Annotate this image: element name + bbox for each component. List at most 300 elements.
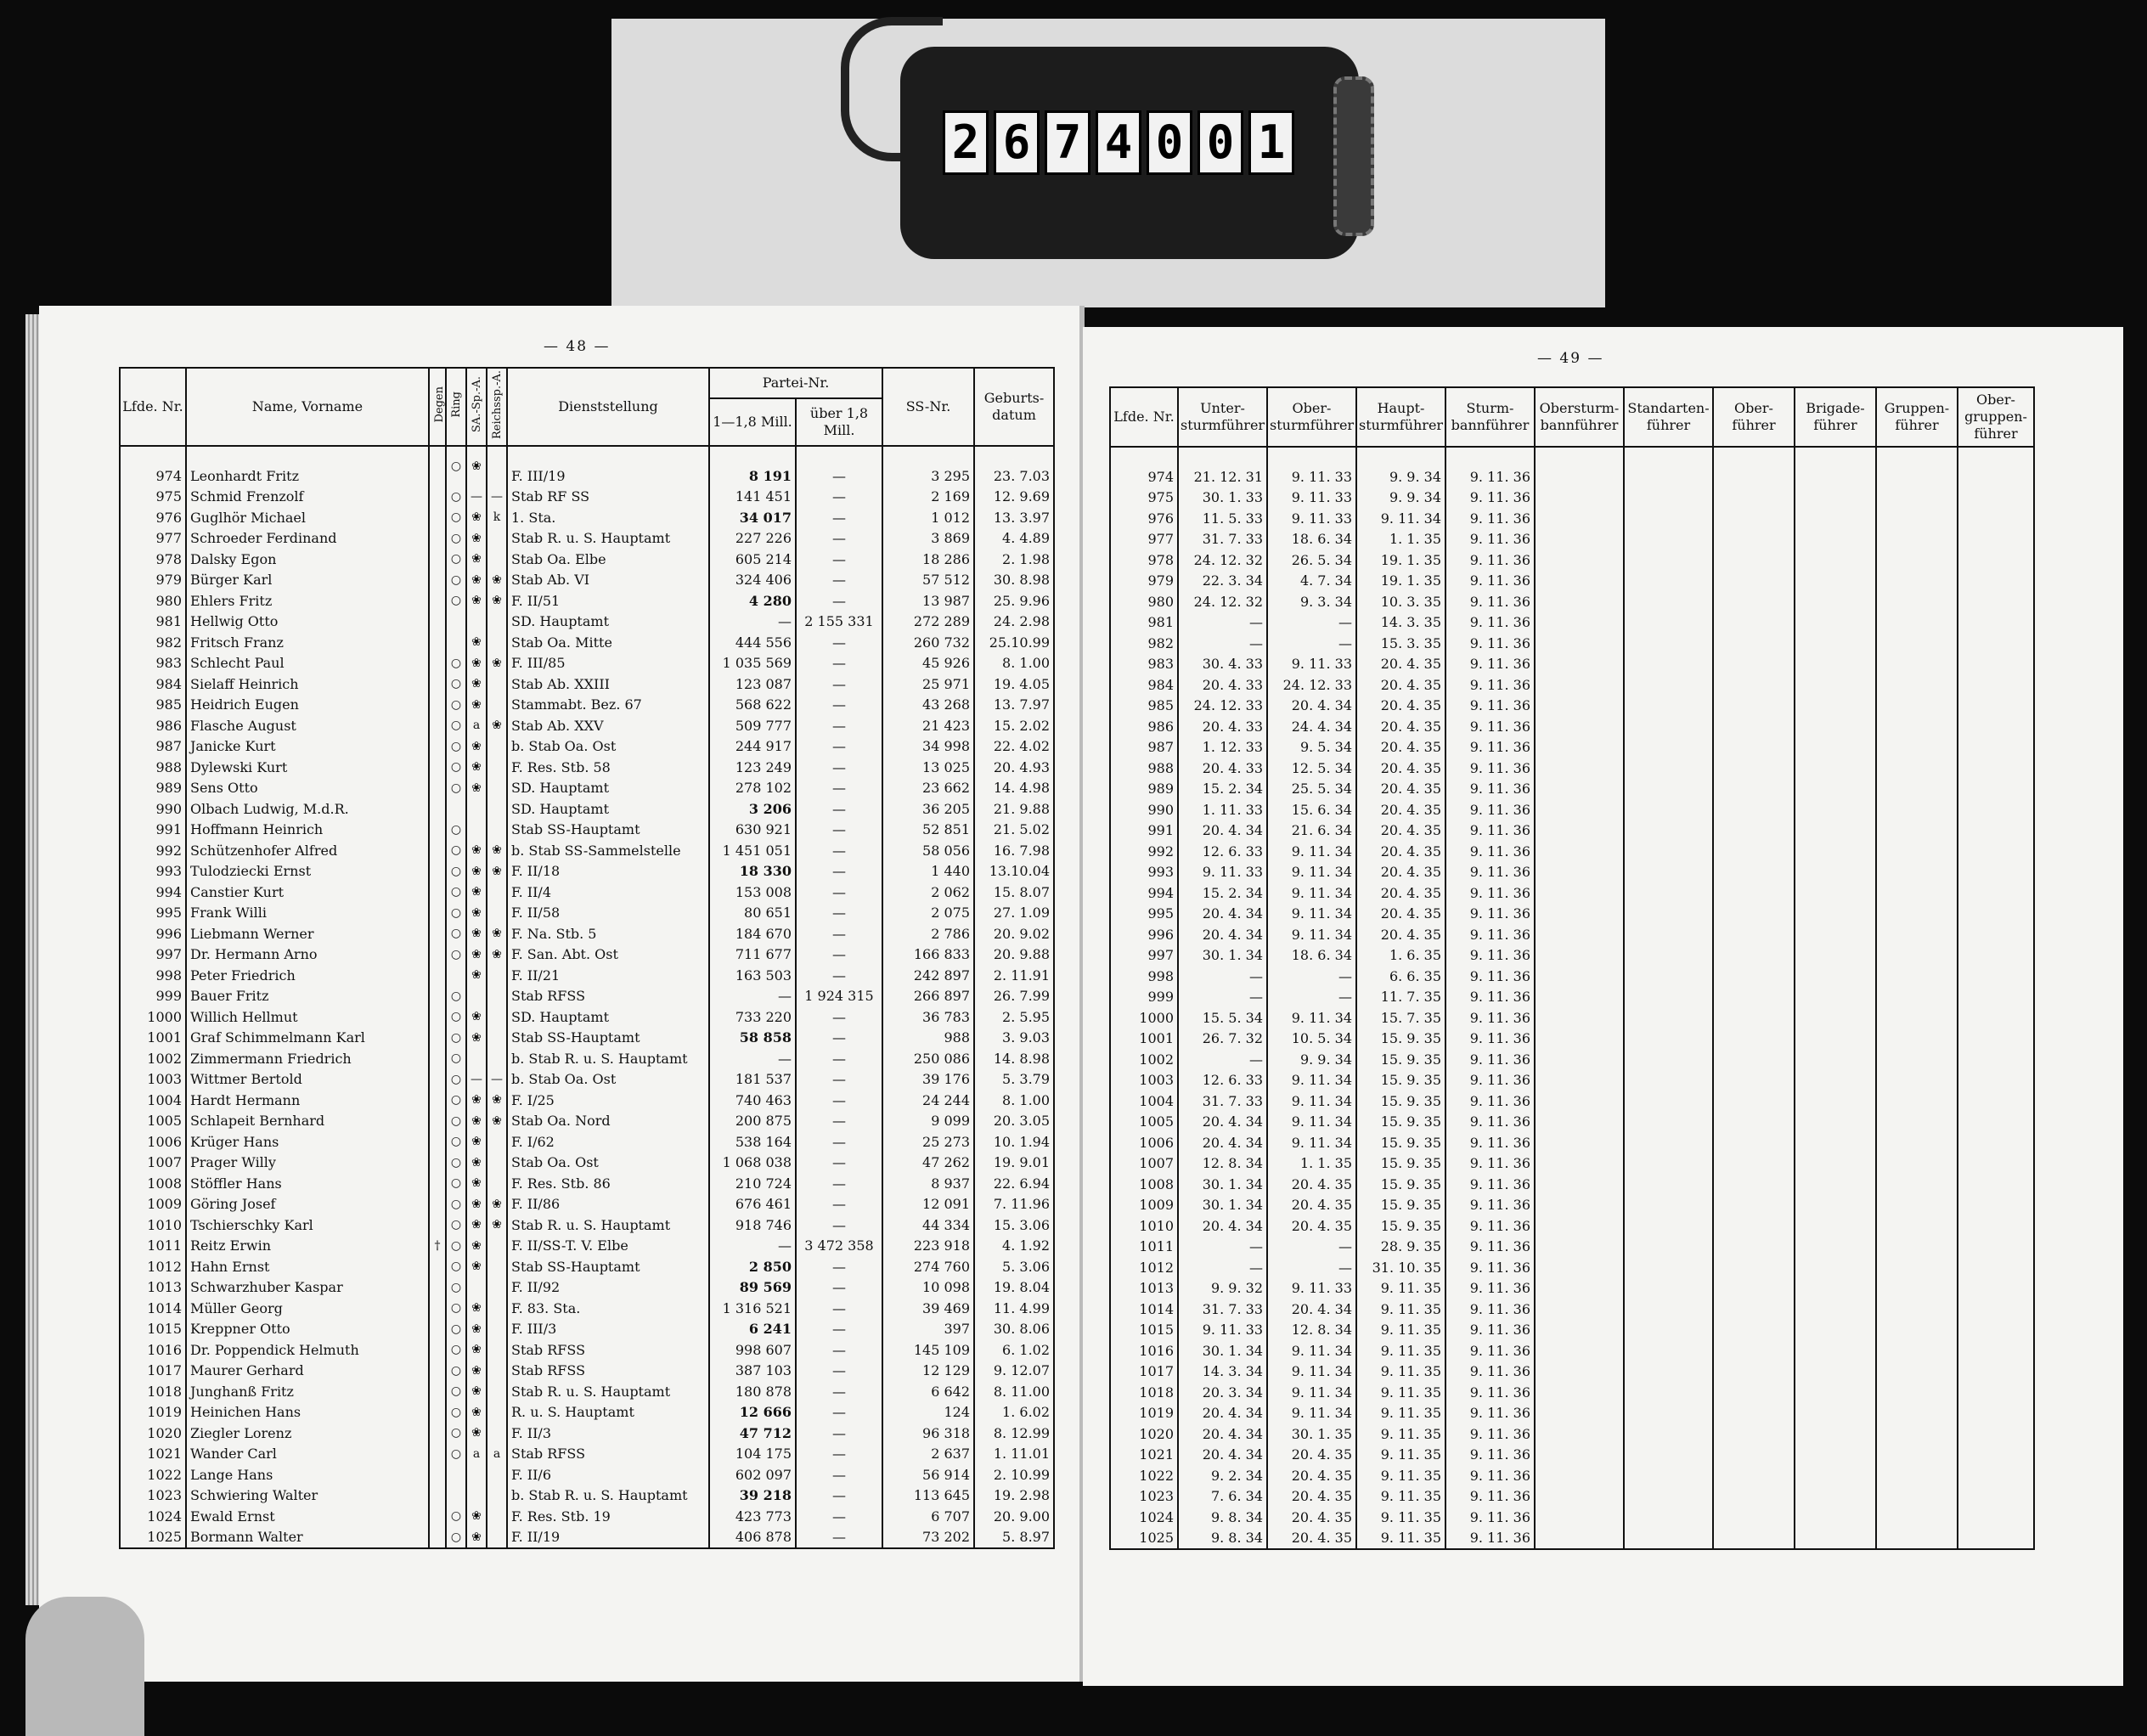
row-hauptsturmfuehrer: 15. 9. 35 — [1356, 1195, 1445, 1216]
row-untersturmfuehrer: 30. 1. 34 — [1178, 1174, 1267, 1195]
row-name: Flasche August — [186, 715, 429, 736]
table-row — [1110, 820, 2034, 842]
empty-rank-cell — [1535, 862, 1624, 883]
row-sturmbannfuehrer: 9. 11. 36 — [1445, 633, 1535, 654]
row-reichssp-a: ❀ — [487, 1194, 507, 1215]
row-ring — [446, 798, 466, 820]
header-reichssp-a: Reichssp.-A. — [487, 368, 507, 446]
row-dienststellung: SD. Hauptamt — [507, 798, 709, 820]
table-row — [1110, 1215, 2034, 1237]
row-sturmbannfuehrer: 9. 11. 36 — [1445, 716, 1535, 737]
empty-rank-cell — [1795, 758, 1876, 779]
empty-rank-cell — [1876, 758, 1958, 779]
empty-rank-cell — [1713, 1153, 1795, 1175]
row-number: 1018 — [1110, 1382, 1178, 1403]
row-partei-b: — — [796, 590, 882, 612]
empty-rank-cell — [1876, 1029, 1958, 1050]
table-row — [1110, 696, 2034, 717]
table-row — [120, 612, 1054, 633]
row-partei-a: — — [709, 1236, 796, 1257]
empty-rank-cell — [1876, 633, 1958, 654]
row-number: 982 — [1110, 633, 1178, 654]
empty-rank-cell — [1535, 716, 1624, 737]
row-number: 1014 — [120, 1298, 186, 1319]
row-sturmbannfuehrer: 9. 11. 36 — [1445, 1257, 1535, 1278]
table-row — [120, 1506, 1054, 1527]
row-sturmbannfuehrer: 9. 11. 36 — [1445, 904, 1535, 925]
row-reichssp-a: — — [487, 487, 507, 508]
empty-rank-cell — [1535, 550, 1624, 571]
row-name: Tschierschky Karl — [186, 1215, 429, 1236]
row-reichssp-a: ❀ — [487, 944, 507, 966]
empty-rank-cell — [1876, 945, 1958, 967]
row-reichssp-a — [487, 1319, 507, 1340]
empty-rank-cell — [1876, 654, 1958, 675]
row-ring: ○ — [446, 736, 466, 758]
row-sturmbannfuehrer: 9. 11. 36 — [1445, 1465, 1535, 1486]
empty-rank-cell — [1795, 1361, 1876, 1383]
table-row — [120, 736, 1054, 758]
row-untersturmfuehrer: 9. 8. 34 — [1178, 1507, 1267, 1528]
row-name: Prager Willy — [186, 1153, 429, 1174]
row-reichssp-a: ❀ — [487, 840, 507, 861]
row-hauptsturmfuehrer: 9. 11. 35 — [1356, 1278, 1445, 1299]
row-ring: ○ — [446, 1215, 466, 1236]
row-hauptsturmfuehrer: 9. 11. 35 — [1356, 1299, 1445, 1320]
table-row — [120, 1423, 1054, 1444]
row-ss-nr: 21 423 — [882, 715, 974, 736]
rank-header: Brigade-führer — [1795, 387, 1876, 447]
row-dienststellung: F. II/4 — [507, 882, 709, 903]
empty-rank-cell — [1795, 779, 1876, 800]
empty-rank-cell — [1876, 1320, 1958, 1341]
row-geburtsdatum: 21. 5.02 — [974, 820, 1054, 841]
row-sturmbannfuehrer: 9. 11. 36 — [1445, 1382, 1535, 1403]
table-row — [120, 1485, 1054, 1507]
table-row — [120, 590, 1054, 612]
empty-rank-cell — [1876, 1465, 1958, 1486]
counter-digits — [943, 110, 1294, 170]
row-degen — [429, 861, 446, 882]
row-degen — [429, 1173, 446, 1194]
empty-rank-cell — [1713, 447, 1795, 488]
row-number: 990 — [1110, 799, 1178, 820]
row-sp-a: a — [466, 1444, 487, 1465]
row-number: 987 — [1110, 737, 1178, 758]
row-number: 994 — [1110, 882, 1178, 904]
row-geburtsdatum: 4. 4.89 — [974, 528, 1054, 550]
row-sturmbannfuehrer: 9. 11. 36 — [1445, 1361, 1535, 1383]
row-sp-a: ❀ — [466, 1131, 487, 1153]
empty-rank-cell — [1713, 571, 1795, 592]
row-partei-a: 387 103 — [709, 1361, 796, 1382]
row-number: 975 — [1110, 488, 1178, 509]
row-number: 1009 — [1110, 1195, 1178, 1216]
row-number: 990 — [120, 798, 186, 820]
empty-rank-cell — [1713, 841, 1795, 862]
row-name: Ehlers Fritz — [186, 590, 429, 612]
row-partei-b: — — [796, 1215, 882, 1236]
row-dienststellung: F. II/SS-T. V. Elbe — [507, 1236, 709, 1257]
header-geburtsdatum: Geburts-datum — [974, 368, 1054, 446]
row-partei-b: — — [796, 736, 882, 758]
row-hauptsturmfuehrer: 15. 9. 35 — [1356, 1132, 1445, 1153]
row-untersturmfuehrer: 30. 1. 33 — [1178, 488, 1267, 509]
row-untersturmfuehrer: 20. 4. 34 — [1178, 1445, 1267, 1466]
empty-rank-cell — [1624, 696, 1713, 717]
header-partei-b: über 1,8 Mill. — [796, 398, 882, 446]
row-degen — [429, 1090, 446, 1111]
row-reichssp-a — [487, 736, 507, 758]
empty-rank-cell — [1624, 1528, 1713, 1550]
empty-rank-cell — [1713, 1257, 1795, 1278]
row-partei-b: — — [796, 446, 882, 487]
empty-rank-cell — [1713, 1278, 1795, 1299]
row-hauptsturmfuehrer: 1. 1. 35 — [1356, 529, 1445, 550]
row-sp-a: ❀ — [466, 840, 487, 861]
row-dienststellung: F. I/25 — [507, 1090, 709, 1111]
row-dienststellung: F. III/19 — [507, 446, 709, 487]
row-ring: ○ — [446, 1339, 466, 1361]
empty-rank-cell — [1876, 571, 1958, 592]
table-row — [120, 1298, 1054, 1319]
table-row — [120, 487, 1054, 508]
row-ss-nr: 13 987 — [882, 590, 974, 612]
row-dienststellung: F. II/19 — [507, 1527, 709, 1549]
empty-rank-cell — [1535, 674, 1624, 696]
row-sturmbannfuehrer: 9. 11. 36 — [1445, 508, 1535, 529]
row-degen — [429, 1256, 446, 1277]
row-partei-a: 6 241 — [709, 1319, 796, 1340]
empty-rank-cell — [1795, 488, 1876, 509]
empty-rank-cell — [1535, 1070, 1624, 1091]
row-ss-nr: 24 244 — [882, 1090, 974, 1111]
row-number: 1023 — [120, 1485, 186, 1507]
row-ring: ○ — [446, 1069, 466, 1091]
empty-rank-cell — [1624, 1049, 1713, 1070]
row-sp-a: ❀ — [466, 965, 487, 986]
row-untersturmfuehrer: 20. 4. 34 — [1178, 924, 1267, 945]
empty-rank-cell — [1535, 1049, 1624, 1070]
empty-rank-cell — [1624, 1340, 1713, 1361]
row-ring: ○ — [446, 923, 466, 944]
empty-rank-cell — [1795, 529, 1876, 550]
empty-rank-cell — [1876, 799, 1958, 820]
empty-rank-cell — [1958, 1445, 2034, 1466]
row-dienststellung: F. I/62 — [507, 1131, 709, 1153]
row-hauptsturmfuehrer: 15. 3. 35 — [1356, 633, 1445, 654]
row-sp-a: ❀ — [466, 1402, 487, 1423]
counter-digit: 0 — [1147, 110, 1192, 175]
row-sturmbannfuehrer: 9. 11. 36 — [1445, 488, 1535, 509]
row-hauptsturmfuehrer: 20. 4. 35 — [1356, 654, 1445, 675]
row-partei-b: — — [796, 695, 882, 716]
row-number: 986 — [1110, 716, 1178, 737]
row-geburtsdatum: 23. 7.03 — [974, 446, 1054, 487]
row-dienststellung: Stab SS-Hauptamt — [507, 1256, 709, 1277]
table-row — [1110, 1486, 2034, 1508]
row-ring: ○ — [446, 1402, 466, 1423]
row-obersturmfuehrer: 9. 9. 34 — [1267, 1049, 1356, 1070]
row-geburtsdatum: 14. 8.98 — [974, 1048, 1054, 1069]
row-partei-b: 2 155 331 — [796, 612, 882, 633]
empty-rank-cell — [1713, 758, 1795, 779]
row-partei-a: 80 651 — [709, 903, 796, 924]
row-sp-a: ❀ — [466, 923, 487, 944]
row-ss-nr: 260 732 — [882, 632, 974, 653]
row-untersturmfuehrer: 12. 6. 33 — [1178, 841, 1267, 862]
row-dienststellung: F. II/51 — [507, 590, 709, 612]
row-sturmbannfuehrer: 9. 11. 36 — [1445, 1112, 1535, 1133]
row-number: 1011 — [120, 1236, 186, 1257]
row-sturmbannfuehrer: 9. 11. 36 — [1445, 696, 1535, 717]
row-reichssp-a — [487, 1381, 507, 1402]
row-number: 1004 — [1110, 1091, 1178, 1112]
row-obersturmfuehrer: 9. 11. 34 — [1267, 904, 1356, 925]
row-number: 998 — [1110, 966, 1178, 987]
empty-rank-cell — [1713, 1403, 1795, 1424]
empty-rank-cell — [1535, 737, 1624, 758]
row-number: 992 — [1110, 841, 1178, 862]
row-sp-a — [466, 798, 487, 820]
row-partei-a: 918 746 — [709, 1215, 796, 1236]
row-untersturmfuehrer: 20. 4. 33 — [1178, 674, 1267, 696]
row-partei-b: — — [796, 820, 882, 841]
row-geburtsdatum: 12. 9.69 — [974, 487, 1054, 508]
empty-rank-cell — [1624, 1465, 1713, 1486]
row-untersturmfuehrer: 30. 4. 33 — [1178, 654, 1267, 675]
row-number: 1004 — [120, 1090, 186, 1111]
row-obersturmfuehrer: — — [1267, 1237, 1356, 1258]
empty-rank-cell — [1795, 1486, 1876, 1508]
empty-rank-cell — [1795, 1091, 1876, 1112]
empty-rank-cell — [1624, 1070, 1713, 1091]
row-dienststellung: Stammabt. Bez. 67 — [507, 695, 709, 716]
table-row — [1110, 904, 2034, 925]
table-row — [1110, 1112, 2034, 1133]
row-obersturmfuehrer: 9. 11. 33 — [1267, 488, 1356, 509]
table-row — [1110, 1195, 2034, 1216]
empty-rank-cell — [1795, 1049, 1876, 1070]
row-name: Lange Hans — [186, 1464, 429, 1485]
row-hauptsturmfuehrer: 15. 9. 35 — [1356, 1112, 1445, 1133]
header-dienststellung: Dienststellung — [507, 368, 709, 446]
row-partei-b: — — [796, 1256, 882, 1277]
row-reichssp-a — [487, 1402, 507, 1423]
row-degen — [429, 1069, 446, 1091]
row-ss-nr: 274 760 — [882, 1256, 974, 1277]
table-row — [1110, 1029, 2034, 1050]
row-ring: ○ — [446, 1153, 466, 1174]
empty-rank-cell — [1713, 1237, 1795, 1258]
row-untersturmfuehrer: 9. 11. 33 — [1178, 862, 1267, 883]
empty-rank-cell — [1713, 488, 1795, 509]
row-partei-b: — — [796, 549, 882, 570]
row-ring: ○ — [446, 1506, 466, 1527]
empty-rank-cell — [1624, 945, 1713, 967]
row-partei-a: 740 463 — [709, 1090, 796, 1111]
row-reichssp-a — [487, 528, 507, 550]
row-partei-b: 3 472 358 — [796, 1236, 882, 1257]
row-number: 988 — [1110, 758, 1178, 779]
row-number: 1002 — [1110, 1049, 1178, 1070]
empty-rank-cell — [1958, 1257, 2034, 1278]
row-dienststellung: Stab SS-Hauptamt — [507, 1028, 709, 1049]
row-geburtsdatum: 14. 4.98 — [974, 778, 1054, 799]
empty-rank-cell — [1713, 1361, 1795, 1383]
row-sturmbannfuehrer: 9. 11. 36 — [1445, 1528, 1535, 1550]
table-row — [120, 820, 1054, 841]
row-name: Schwarzhuber Kaspar — [186, 1277, 429, 1299]
row-dienststellung: F. 83. Sta. — [507, 1298, 709, 1319]
table-row — [1110, 1237, 2034, 1258]
empty-rank-cell — [1624, 550, 1713, 571]
row-untersturmfuehrer: 15. 2. 34 — [1178, 882, 1267, 904]
row-sturmbannfuehrer: 9. 11. 36 — [1445, 571, 1535, 592]
empty-rank-cell — [1624, 799, 1713, 820]
row-number: 1018 — [120, 1381, 186, 1402]
table-row — [120, 1173, 1054, 1194]
empty-rank-cell — [1624, 447, 1713, 488]
row-ss-nr: 36 205 — [882, 798, 974, 820]
empty-rank-cell — [1795, 841, 1876, 862]
empty-rank-cell — [1876, 1215, 1958, 1237]
row-ss-nr: 43 268 — [882, 695, 974, 716]
row-number: 1025 — [1110, 1528, 1178, 1550]
row-untersturmfuehrer: 31. 7. 33 — [1178, 1299, 1267, 1320]
empty-rank-cell — [1713, 924, 1795, 945]
empty-rank-cell — [1535, 1237, 1624, 1258]
row-geburtsdatum: 24. 2.98 — [974, 612, 1054, 633]
empty-rank-cell — [1713, 529, 1795, 550]
row-number: 977 — [1110, 529, 1178, 550]
row-number: 1008 — [1110, 1174, 1178, 1195]
row-obersturmfuehrer: 18. 6. 34 — [1267, 945, 1356, 967]
row-untersturmfuehrer: 24. 12. 33 — [1178, 696, 1267, 717]
row-geburtsdatum: 2. 10.99 — [974, 1464, 1054, 1485]
row-ring: ○ — [446, 1423, 466, 1444]
empty-rank-cell — [1535, 1423, 1624, 1445]
row-sp-a: ❀ — [466, 778, 487, 799]
empty-rank-cell — [1713, 1340, 1795, 1361]
row-degen — [429, 1048, 446, 1069]
empty-rank-cell — [1713, 550, 1795, 571]
row-partei-b: — — [796, 882, 882, 903]
row-number: 1014 — [1110, 1299, 1178, 1320]
table-row — [120, 944, 1054, 966]
empty-rank-cell — [1713, 1174, 1795, 1195]
row-sturmbannfuehrer: 9. 11. 36 — [1445, 447, 1535, 488]
row-obersturmfuehrer: 9. 11. 34 — [1267, 1340, 1356, 1361]
empty-rank-cell — [1713, 1423, 1795, 1445]
row-partei-b: — — [796, 1444, 882, 1465]
empty-rank-cell — [1958, 1215, 2034, 1237]
row-name: Wittmer Bertold — [186, 1069, 429, 1091]
empty-rank-cell — [1795, 1320, 1876, 1341]
row-untersturmfuehrer: 1. 12. 33 — [1178, 737, 1267, 758]
row-geburtsdatum: 6. 1.02 — [974, 1339, 1054, 1361]
row-hauptsturmfuehrer: 9. 11. 35 — [1356, 1528, 1445, 1550]
row-sturmbannfuehrer: 9. 11. 36 — [1445, 1132, 1535, 1153]
row-number: 999 — [1110, 987, 1178, 1008]
row-number: 979 — [1110, 571, 1178, 592]
empty-rank-cell — [1535, 882, 1624, 904]
table-row — [120, 1361, 1054, 1382]
empty-rank-cell — [1535, 1153, 1624, 1175]
empty-rank-cell — [1713, 508, 1795, 529]
row-partei-a: 200 875 — [709, 1111, 796, 1132]
row-untersturmfuehrer: 22. 3. 34 — [1178, 571, 1267, 592]
empty-rank-cell — [1795, 571, 1876, 592]
row-hauptsturmfuehrer: 14. 3. 35 — [1356, 612, 1445, 634]
empty-rank-cell — [1535, 799, 1624, 820]
row-dienststellung: 1. Sta. — [507, 507, 709, 528]
empty-rank-cell — [1535, 1215, 1624, 1237]
row-partei-b: — — [796, 632, 882, 653]
row-reichssp-a — [487, 903, 507, 924]
row-reichssp-a — [487, 1048, 507, 1069]
empty-rank-cell — [1713, 799, 1795, 820]
row-geburtsdatum: 15. 3.06 — [974, 1215, 1054, 1236]
row-dienststellung: F. San. Abt. Ost — [507, 944, 709, 966]
row-hauptsturmfuehrer: 15. 9. 35 — [1356, 1215, 1445, 1237]
row-untersturmfuehrer: 9. 8. 34 — [1178, 1528, 1267, 1550]
row-ss-nr: 13 025 — [882, 757, 974, 778]
row-ring: ○ — [446, 1111, 466, 1132]
row-reichssp-a — [487, 1506, 507, 1527]
row-untersturmfuehrer: 24. 12. 32 — [1178, 591, 1267, 612]
empty-rank-cell — [1535, 612, 1624, 634]
row-reichssp-a — [487, 1277, 507, 1299]
row-obersturmfuehrer: 9. 11. 34 — [1267, 1403, 1356, 1424]
table-row — [1110, 1403, 2034, 1424]
row-partei-a: 1 316 521 — [709, 1298, 796, 1319]
row-partei-a: 711 677 — [709, 944, 796, 966]
row-hauptsturmfuehrer: 20. 4. 35 — [1356, 882, 1445, 904]
row-number: 993 — [1110, 862, 1178, 883]
table-row — [120, 1090, 1054, 1111]
row-reichssp-a — [487, 1173, 507, 1194]
row-untersturmfuehrer: 20. 4. 34 — [1178, 1215, 1267, 1237]
row-geburtsdatum: 9. 12.07 — [974, 1361, 1054, 1382]
empty-rank-cell — [1876, 1132, 1958, 1153]
row-reichssp-a: ❀ — [487, 653, 507, 674]
header-degen: Degen — [429, 368, 446, 446]
table-row — [1110, 1465, 2034, 1486]
empty-rank-cell — [1958, 1361, 2034, 1383]
table-row — [120, 965, 1054, 986]
header-ring: Ring — [446, 368, 466, 446]
table-row — [1110, 488, 2034, 509]
row-number: 1009 — [120, 1194, 186, 1215]
table-row — [120, 570, 1054, 591]
row-partei-b: — — [796, 570, 882, 591]
empty-rank-cell — [1624, 987, 1713, 1008]
row-name: Bürger Karl — [186, 570, 429, 591]
empty-rank-cell — [1624, 1029, 1713, 1050]
header-ss-nr: SS-Nr. — [882, 368, 974, 446]
rank-header: Ober-führer — [1713, 387, 1795, 447]
row-reichssp-a — [487, 1298, 507, 1319]
empty-rank-cell — [1958, 1299, 2034, 1320]
empty-rank-cell — [1958, 529, 2034, 550]
row-ring: ○ — [446, 1527, 466, 1549]
row-sp-a: ❀ — [466, 446, 487, 487]
empty-rank-cell — [1713, 737, 1795, 758]
row-partei-b: — — [796, 1339, 882, 1361]
empty-rank-cell — [1958, 1403, 2034, 1424]
row-sturmbannfuehrer: 9. 11. 36 — [1445, 1445, 1535, 1466]
